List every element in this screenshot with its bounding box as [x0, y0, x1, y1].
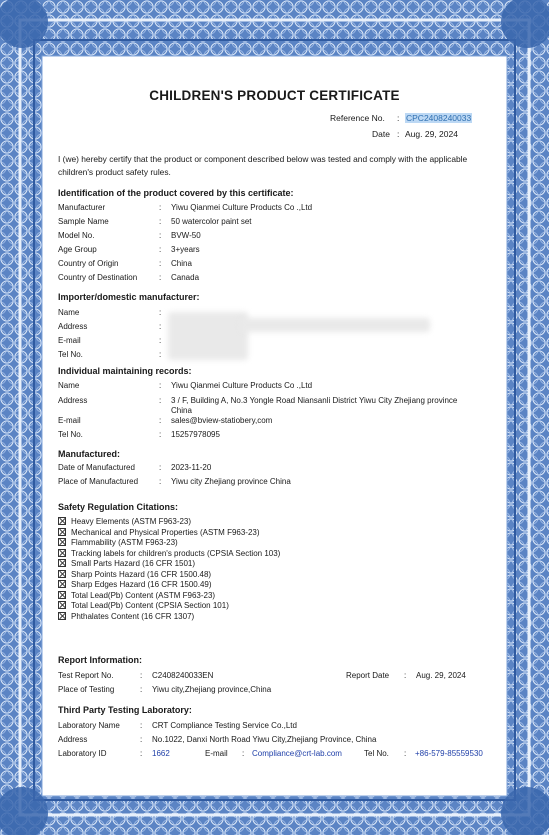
- checked-box-icon: [58, 591, 66, 599]
- identification-row-label: Manufacturer: [58, 203, 106, 212]
- citation-text: Total Lead(Pb) Content (ASTM F963-23): [71, 590, 216, 600]
- citation-text: Phthalates Content (16 CFR 1307): [71, 611, 195, 621]
- records-row-label: Address: [58, 396, 88, 405]
- identification-row-value: Yiwu Qianmei Culture Products Co .,Ltd: [171, 203, 313, 212]
- date-label: Date: [372, 129, 390, 139]
- date-value: Aug. 29, 2024: [405, 129, 458, 139]
- identification-row-label: Age Group: [58, 245, 97, 254]
- records-row-value: 3 / F, Building A, No.3 Yongle Road Niansanli District Yiwu City Zhejiang province: [171, 396, 458, 405]
- section-identification: Identification of the product covered by this certificate:: [58, 188, 294, 198]
- citation-text: Total Lead(Pb) Content (CPSIA Section 101): [71, 601, 229, 610]
- records-row-value: 15257978095: [171, 430, 220, 439]
- records-row-value: Yiwu Qianmei Culture Products Co .,Ltd: [171, 381, 313, 390]
- records-row-label: E-mail: [58, 416, 81, 425]
- citation-text: Heavy Elements (ASTM F963-23): [71, 517, 192, 526]
- citation-item: [58, 538, 178, 547]
- checked-box-icon: [58, 549, 66, 557]
- section-manufactured: Manufactured:: [58, 449, 121, 459]
- identification-row-label: Country of Destination: [58, 273, 138, 282]
- records-row-value: sales@bview-statiobery,com: [171, 416, 273, 425]
- checked-box-icon: [58, 517, 66, 525]
- test-report-no-value: C2408240033EN: [152, 671, 214, 680]
- checked-box-icon: [58, 528, 66, 536]
- identification-row-value: 3+years: [171, 245, 200, 254]
- reference-number: CPC2408240033: [406, 113, 472, 123]
- section-lab: Third Party Testing Laboratory:: [58, 705, 192, 715]
- checked-box-icon: [58, 559, 66, 567]
- records-row-value: China: [171, 406, 192, 415]
- identification-row-label: Model No.: [58, 231, 95, 240]
- checked-box-icon: [58, 601, 66, 609]
- lab-name-label: Laboratory Name: [58, 721, 120, 730]
- citation-item: [58, 517, 191, 526]
- checked-box-icon: [58, 580, 66, 588]
- certificate-title: CHILDREN'S PRODUCT CERTIFICATE: [149, 88, 400, 103]
- identification-row-label: Country of Origin: [58, 259, 119, 268]
- identification-row-value: Canada: [171, 273, 200, 282]
- citation-item: [58, 591, 215, 600]
- test-report-no-label: Test Report No.: [58, 671, 114, 680]
- citation-text: Sharp Edges Hazard (16 CFR 1500.49): [71, 580, 212, 589]
- checked-box-icon: [58, 570, 66, 578]
- identification-row-value: 50 watercolor paint set: [171, 217, 252, 226]
- lab-name-value: CRT Compliance Testing Service Co.,Ltd: [152, 721, 297, 730]
- manufactured-row-value: Yiwu city Zhejiang province China: [171, 477, 291, 486]
- certificate-page: CHILDREN'S PRODUCT CERTIFICATE Reference No. : CPC2408240033 Date : Aug. 29, 2024 I (we) hereby certify that the product or component described below was tested and comply with the applicable children's product safety rules. Identification of the product covered by this certificate: Manufacturer : Yiwu Qianmei Culture Products Co .,Ltd Sample Name : 50 watercolor paint set Model No. : BVW-50 Age Group : 3+years Country of Origin : China Country of Destination : Canada Importer/domestic manufacturer: Name : Address : E-mail : Tel No. : Individual maintaining records: Name : Yiwu Qianmei Culture Products Co .,Ltd Address : 3 / F, Building A, No.3 Yongle Road Niansanli District Yiwu City Zhejiang province China E-mail : sales@bview-statiobery,com Tel No. : 15257978095 Manufactured: Date of Manufactured : 2023-11-20 Place of Manufactured : Yiwu city Zhejiang province China Safety Regulation Citations: Heavy Elements (ASTM F963-23) Mechanical and Physical Properties (ASTM F963-23) Flammability (ASTM F963-23) Tracking labels for children's products (CPSIA Section 103) Small Parts Hazard (16 CFR 1501) Sharp Points Hazard (16 CFR 1500.48) Sharp Edges Hazard (16 CFR 1500.49) Total Lead(Pb) Content (ASTM F963-23) Total Lead(Pb) Content (CPSIA Section 101) Phthalates Content (16 CFR 1307) Report Information: Test Report No. : C2408240033EN Report Date : Aug. 29, 2024 Place of Testing : Yiwu city,Zhejiang province,China Third Party Testing Laboratory: Laboratory Name : CRT Compliance Testing Service Co.,Ltd Address : No.1022, Danxi North Road Yiwu City,Zhejiang Province, China Laboratory ID : 1662 E-mail : Compliance@crt-lab.com Tel No. : +86-579-85559530: [0, 0, 549, 835]
- citation-text: Tracking labels for children's products (CPSIA Section 103): [71, 548, 281, 558]
- lab-email-value[interactable]: Compliance@crt-lab.com: [252, 749, 342, 758]
- manufactured-row-label: Date of Manufactured: [58, 463, 135, 472]
- importer-row-label: Name: [58, 308, 80, 317]
- report-date-label: Report Date: [346, 671, 390, 680]
- redacted-block: [168, 312, 248, 360]
- redacted-block: [240, 318, 430, 332]
- lab-email-label: E-mail: [205, 749, 228, 758]
- citation-text: Small Parts Hazard (16 CFR 1501): [71, 559, 196, 568]
- citation-item: [58, 528, 260, 537]
- lab-id-label: Laboratory ID: [58, 749, 107, 758]
- reference-label: Reference No.: [330, 113, 385, 123]
- citation-text: Flammability (ASTM F963-23): [71, 538, 178, 547]
- place-of-testing-value: Yiwu city,Zhejiang province,China: [152, 685, 272, 694]
- lab-tel-label: Tel No.: [364, 749, 389, 758]
- records-row-label: Name: [58, 381, 80, 390]
- identification-row-label: Sample Name: [58, 217, 109, 226]
- manufactured-row-value: 2023-11-20: [171, 463, 212, 472]
- lab-tel-value: +86-579-85559530: [415, 749, 483, 758]
- citation-text: Sharp Points Hazard (16 CFR 1500.48): [71, 569, 212, 579]
- importer-row-label: Tel No.: [58, 350, 83, 359]
- citation-item: [58, 570, 211, 579]
- lab-address-value: No.1022, Danxi North Road Yiwu City,Zhejiang Province, China: [152, 735, 377, 744]
- section-records: Individual maintaining records:: [58, 366, 192, 376]
- report-date-value: Aug. 29, 2024: [416, 671, 466, 680]
- records-row-label: Tel No.: [58, 430, 83, 439]
- identification-row-value: BVW-50: [171, 231, 201, 240]
- section-report: Report Information:: [58, 655, 142, 665]
- section-importer: Importer/domestic manufacturer:: [58, 292, 200, 302]
- lab-id-value: 1662: [152, 749, 170, 758]
- checked-box-icon: [58, 538, 66, 546]
- section-safety: Safety Regulation Citations:: [58, 502, 179, 512]
- citation-item: [58, 559, 195, 568]
- importer-row-label: E-mail: [58, 336, 81, 345]
- identification-row-value: China: [171, 259, 192, 268]
- citation-item: [58, 601, 229, 610]
- citation-item: [58, 580, 212, 589]
- manufactured-row-label: Place of Manufactured: [58, 477, 139, 486]
- citation-item: [58, 612, 194, 621]
- place-of-testing-label: Place of Testing: [58, 685, 115, 694]
- importer-row-label: Address: [58, 322, 88, 331]
- citation-text: Mechanical and Physical Properties (ASTM F963-23): [71, 527, 260, 537]
- checked-box-icon: [58, 612, 66, 620]
- certification-statement: I (we) hereby certify that the product or component described below was tested and comply with the applicable children's product safety rules.: [58, 154, 468, 177]
- citation-item: [58, 549, 280, 558]
- lab-address-label: Address: [58, 735, 88, 744]
